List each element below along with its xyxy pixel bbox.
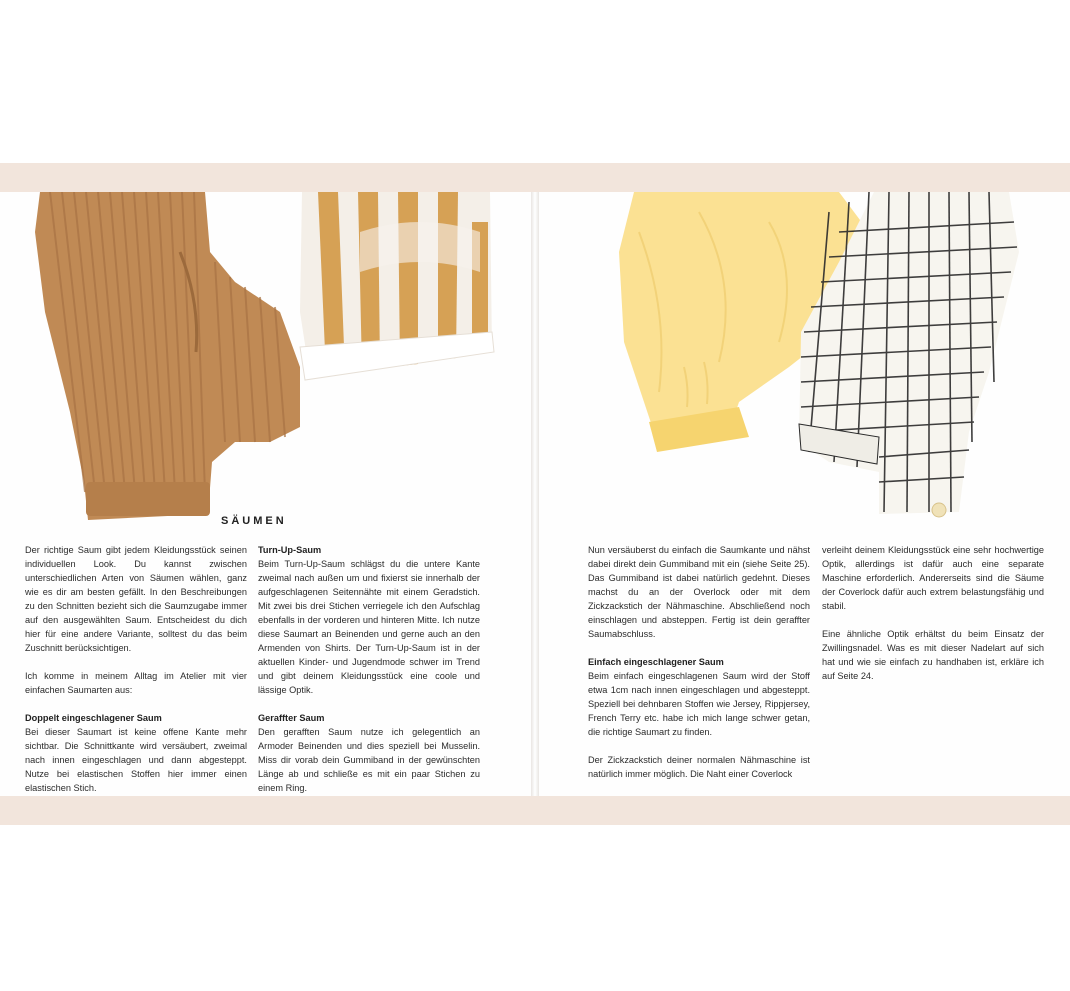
text-column-2 [258, 543, 480, 809]
paragraph-single-fold-hem: Beim einfach eingeschlagenen Saum wird der Stoff etwa 1cm nach innen eingeschlagen und abgesteppt. Speziell bei dehnbaren Stoffen wie Jersey, Rippjersey, French Terry etc. habe ich mich lange schwer getan, die richtige Saumart zu finden. [588, 671, 810, 737]
photo-muslin-and-grid-pants [539, 192, 1070, 532]
paragraph-twin-needle: Eine ähnliche Optik erhältst du beim Einsatz der Zwillingsnadel. Was es mit dieser Nadelart auf sich hat und wie sie einfach zu handhaben ist, erkläre ich auf Seite 24. [822, 629, 1044, 681]
subheading-gathered-hem: Geraffter Saum [258, 713, 325, 723]
striped-pants [300, 192, 494, 380]
page-gutter [531, 192, 539, 796]
paragraph-double-fold-hem: Bei dieser Saumart ist keine offene Kante mehr sichtbar. Die Schnittkante wird versäubert, zweimal nach innen eingeschlagen und dann abgesteppt. Nutze bei elastischen Stoffen hier immer einen elastischen Stich. [25, 727, 247, 793]
subheading-single-fold-hem: Einfach eingeschlagener Saum [588, 657, 724, 667]
paragraph-hem-types: Ich komme in meinem Alltag im Atelier mit vier einfachen Saumarten aus: [25, 671, 247, 695]
paragraph-turn-up-hem: Beim Turn-Up-Saum schlägst du die untere Kante zweimal nach außen um und fixierst sie innerhalb der aufgeschlagenen Seitennähte mit einem Geradstich. Mit zwei bis drei Stichen verriegele ich den Aufschlag ebenfalls in der vorderen und hinteren Mitte. Ich nutze diese Saumart an Beinenden und gerne auch an den Armenden von Shirts. Der Turn-Up-Saum ist in der aktuellen Kinder- und Jugendmode schwer im Trend und gibt deinem Kleidungsstück eine coole und lässige Optik. [258, 559, 480, 695]
paragraph-zigzag: Der Zickzackstich deiner normalen Nähmaschine ist natürlich immer möglich. Die Naht einer Coverlock [588, 755, 810, 779]
paragraph-coverlock: verleiht deinem Kleidungsstück eine sehr hochwertige Optik, allerdings ist dafür auch eine separate Maschine erforderlich. Andererseits sind die Säume der Coverlock dafür auch extrem belastungsfähig und stabil. [822, 545, 1044, 611]
corduroy-pants [35, 192, 300, 520]
text-column-3 [588, 543, 810, 795]
paragraph-gathered-hem: Den gerafften Saum nutze ich gelegentlich an Armoder Beinenden und dies speziell bei Musselin. Miss dir vorab dein Gummiband in der gewünschten Länge ab und schließe es mit ein paar Stichen zu einem Ring. [258, 727, 480, 793]
photo-corduroy-and-striped-pants [0, 192, 531, 532]
text-column-1 [25, 543, 247, 809]
text-column-4 [822, 543, 1044, 697]
paragraph-intro: Der richtige Saum gibt jedem Kleidungsstück seinen individuellen Look. Du kannst zwischen unterschiedlichen Arten von Säumen wählen, ganz wie es dir am besten gefällt. In den Beschreibungen zu den Schnitten bezieht sich die Saumzugabe immer auf den ausgewählten Saum. Entscheidest du dich hier für eine andere Variante, solltest du das beim Zuschnitt berücksichtigen. [25, 545, 247, 653]
paragraph-gathered-hem-cont: Nun versäuberst du einfach die Saumkante und nähst dabei direkt dein Gummiband mit ein (siehe Seite 25). Das Gummiband ist dabei natürlich gedehnt. Dieses machst du an der Overlock oder mit dem Zickzackstich der Nähmaschine. Abschließend noch einschlagen und absteppen. Fertig ist dein geraffter Saumabschluss. [588, 545, 810, 639]
subheading-double-fold-hem: Doppelt eingeschlagener Saum [25, 713, 162, 723]
subheading-turn-up-hem: Turn-Up-Saum [258, 545, 322, 555]
section-heading: SÄUMEN [221, 515, 287, 527]
